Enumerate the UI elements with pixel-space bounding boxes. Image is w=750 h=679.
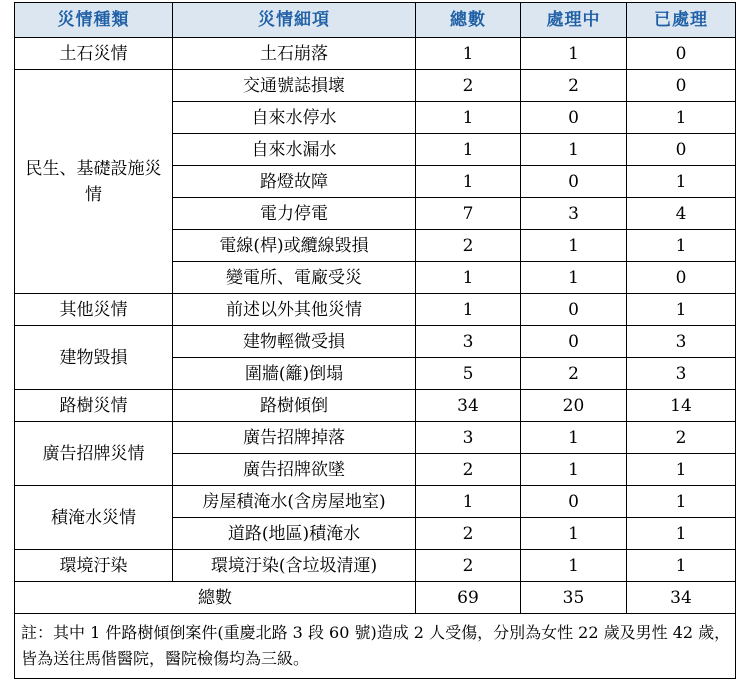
category-cell: 土石災情	[15, 38, 173, 70]
item-cell: 電力停電	[173, 198, 416, 230]
item-cell: 電線(桿)或纜線毀損	[173, 230, 416, 262]
total-cell: 3	[416, 422, 521, 454]
total-cell: 1	[416, 102, 521, 134]
total-cell: 34	[416, 390, 521, 422]
processed-cell: 4	[627, 198, 736, 230]
processing-cell: 3	[521, 198, 627, 230]
item-cell: 廣告招牌掉落	[173, 422, 416, 454]
table-header-row	[15, 3, 736, 38]
totals-processing: 35	[521, 582, 627, 614]
item-cell: 廣告招牌欲墜	[173, 454, 416, 486]
processing-cell: 1	[521, 134, 627, 166]
processed-cell: 1	[627, 550, 736, 582]
total-cell: 3	[416, 326, 521, 358]
processed-cell: 1	[627, 294, 736, 326]
item-cell: 交通號誌損壞	[173, 70, 416, 102]
processed-cell: 1	[627, 166, 736, 198]
processed-cell: 1	[627, 518, 736, 550]
processing-cell: 0	[521, 326, 627, 358]
category-cell: 民生、基礎設施災情	[15, 70, 173, 294]
total-cell: 1	[416, 486, 521, 518]
disaster-statistics-table	[14, 2, 736, 679]
processed-cell: 3	[627, 326, 736, 358]
processed-cell: 3	[627, 358, 736, 390]
processed-cell: 1	[627, 486, 736, 518]
table-row	[15, 550, 736, 582]
processing-cell: 1	[521, 550, 627, 582]
total-cell: 2	[416, 230, 521, 262]
processed-cell: 1	[627, 454, 736, 486]
item-cell: 建物輕微受損	[173, 326, 416, 358]
processing-cell: 0	[521, 486, 627, 518]
total-cell: 2	[416, 518, 521, 550]
total-cell: 2	[416, 550, 521, 582]
processing-cell: 1	[521, 518, 627, 550]
processed-cell: 1	[627, 230, 736, 262]
item-cell: 變電所、電廠受災	[173, 262, 416, 294]
table-note: 註：其中 1 件路樹傾倒案件(重慶北路 3 段 60 號)造成 2 人受傷，分別為女性 22 歲及男性 42 歲，皆為送往馬偕醫院，醫院檢傷均為三級。	[15, 614, 736, 679]
table-row	[15, 390, 736, 422]
processed-cell: 1	[627, 102, 736, 134]
item-cell: 道路(地區)積淹水	[173, 518, 416, 550]
processing-cell: 1	[521, 262, 627, 294]
processed-cell: 0	[627, 70, 736, 102]
totals-processed: 34	[627, 582, 736, 614]
processing-cell: 0	[521, 166, 627, 198]
total-cell: 2	[416, 454, 521, 486]
item-cell: 圍牆(籬)倒塌	[173, 358, 416, 390]
category-cell: 其他災情	[15, 294, 173, 326]
total-cell: 2	[416, 70, 521, 102]
item-cell: 土石崩落	[173, 38, 416, 70]
table-row	[15, 38, 736, 70]
processing-cell: 20	[521, 390, 627, 422]
processed-cell: 0	[627, 262, 736, 294]
category-cell: 建物毀損	[15, 326, 173, 390]
table-row	[15, 326, 736, 358]
header-processing: 處理中	[521, 3, 627, 38]
table-row	[15, 294, 736, 326]
processed-cell: 14	[627, 390, 736, 422]
processed-cell: 2	[627, 422, 736, 454]
table-row	[15, 486, 736, 518]
note-row	[15, 614, 736, 679]
item-cell: 自來水漏水	[173, 134, 416, 166]
total-cell: 5	[416, 358, 521, 390]
header-item: 災情細項	[173, 3, 416, 38]
processing-cell: 2	[521, 70, 627, 102]
total-cell: 1	[416, 38, 521, 70]
totals-label: 總數	[15, 582, 416, 614]
item-cell: 前述以外其他災情	[173, 294, 416, 326]
processing-cell: 2	[521, 358, 627, 390]
category-cell: 環境汙染	[15, 550, 173, 582]
processing-cell: 1	[521, 38, 627, 70]
processed-cell: 0	[627, 134, 736, 166]
totals-row	[15, 582, 736, 614]
header-category: 災情種類	[15, 3, 173, 38]
table-row	[15, 422, 736, 454]
disaster-table-container	[14, 2, 735, 679]
processing-cell: 1	[521, 422, 627, 454]
total-cell: 1	[416, 134, 521, 166]
processing-cell: 0	[521, 102, 627, 134]
item-cell: 房屋積淹水(含房屋地室)	[173, 486, 416, 518]
processed-cell: 0	[627, 38, 736, 70]
processing-cell: 1	[521, 230, 627, 262]
total-cell: 1	[416, 294, 521, 326]
header-processed: 已處理	[627, 3, 736, 38]
category-cell: 廣告招牌災情	[15, 422, 173, 486]
table-row	[15, 70, 736, 102]
category-cell: 積淹水災情	[15, 486, 173, 550]
item-cell: 環境汙染(含垃圾清運)	[173, 550, 416, 582]
header-total: 總數	[416, 3, 521, 38]
item-cell: 路樹傾倒	[173, 390, 416, 422]
category-cell: 路樹災情	[15, 390, 173, 422]
processing-cell: 0	[521, 294, 627, 326]
totals-total: 69	[416, 582, 521, 614]
item-cell: 自來水停水	[173, 102, 416, 134]
total-cell: 1	[416, 166, 521, 198]
item-cell: 路燈故障	[173, 166, 416, 198]
processing-cell: 1	[521, 454, 627, 486]
total-cell: 1	[416, 262, 521, 294]
total-cell: 7	[416, 198, 521, 230]
